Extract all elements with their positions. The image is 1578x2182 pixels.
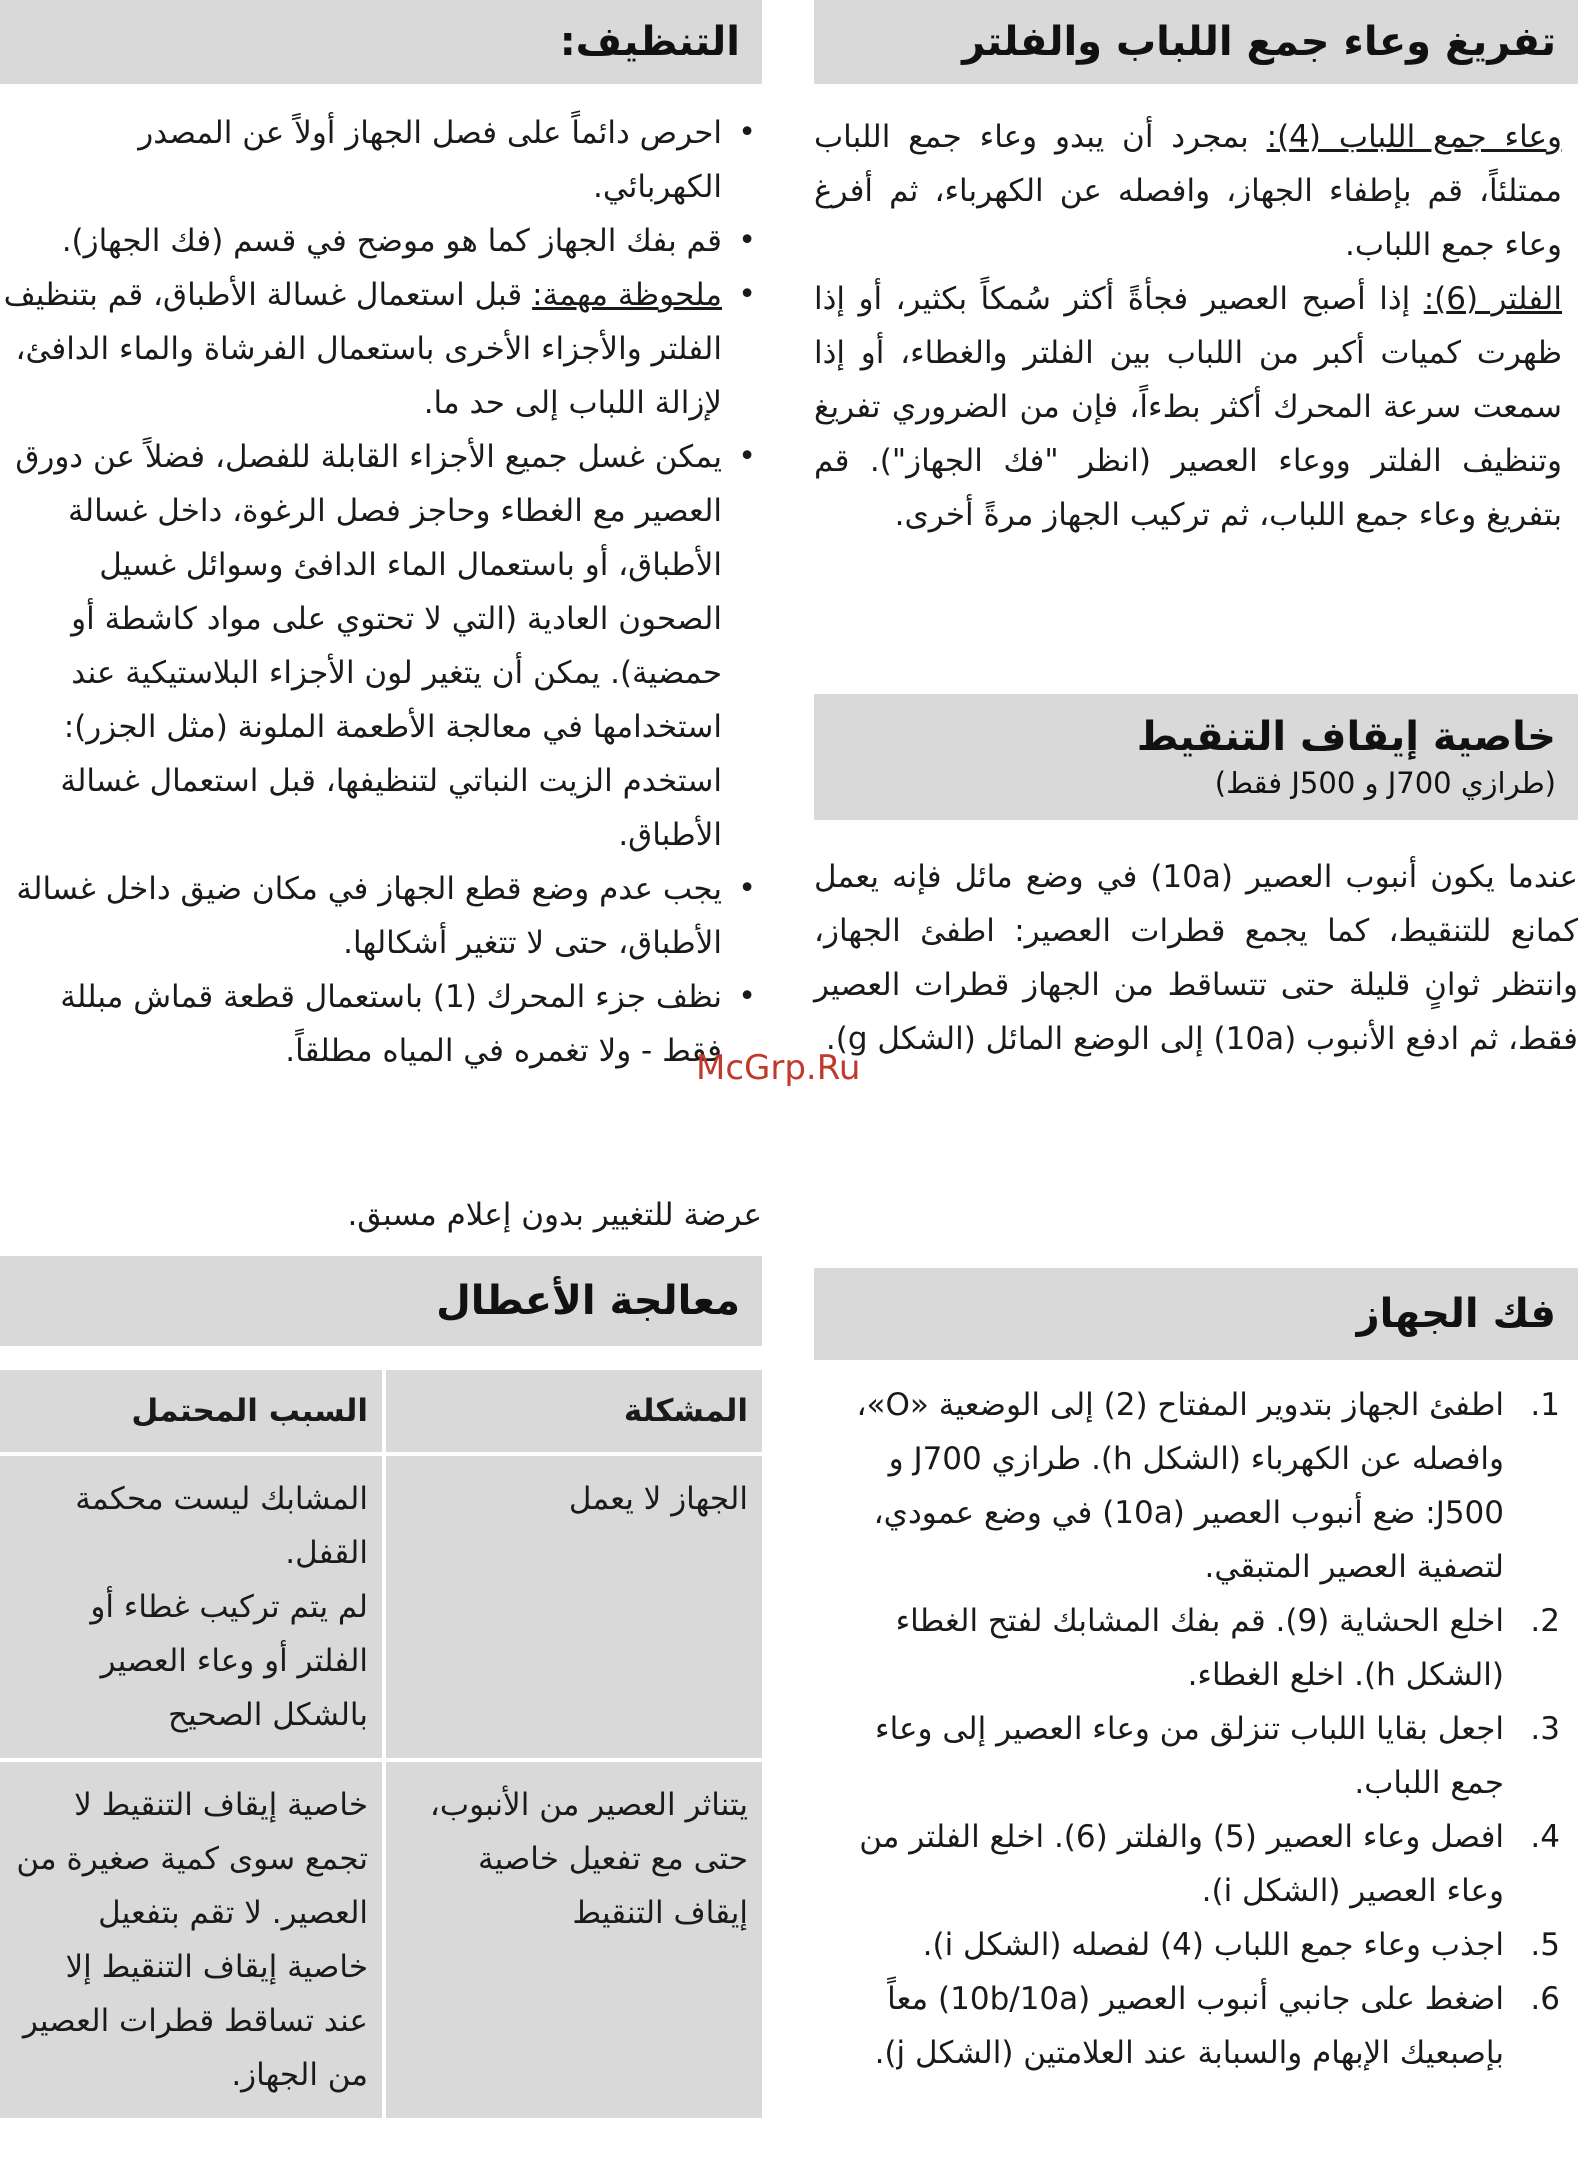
cause-cell: خاصية إيقاف التنقيط لا تجمع سوى كمية صغيرة من العصير. لا تقم بتفعيل خاصية إيقاف التنقيط إلا عند تساقط قطرات العصير من الجهاز. [16,1787,368,2093]
cleaning-item: • قم بفك الجهاز كما هو موضح في قسم (فك الجهاز). [0,214,762,268]
cleaning-list [0,106,762,1078]
important-note-label: ملحوظة مهمة: [532,277,722,313]
step-text: اجعل بقايا اللباب تنزلق من وعاء العصير إلى وعاء جمع اللباب. [875,1711,1504,1801]
cleaning-item [0,268,762,430]
step-item [814,1702,1578,1810]
important-note-text: قبل استعمال غسالة الأطباق، قم بتنظيف الفلتر والأجزاء الأخرى باستعمال الفرشاة والماء الدافئ، لإزالة اللباب إلى حد ما. [3,277,722,421]
empty-section-title: تفريغ وعاء جمع اللباب والفلتر [962,19,1556,65]
cleaning-item: • احرص دائماً على فصل الجهاز أولاً عن المصدر الكهربائي. [0,106,762,214]
cause-text: لم يتم تركيب غطاء أو الفلتر أو وعاء العصير بالشكل الصحيح [90,1589,368,1733]
empty-section-body [814,110,1562,542]
step-item [814,1378,1578,1594]
problem-cell: يتناثر العصير من الأنبوب، حتى مع تفعيل خاصية إيقاف التنقيط [382,1762,762,2118]
troubleshooting-table [0,1370,762,2118]
cleaning-item: • يجب عدم وضع قطع الجهاز في مكان ضيق داخل غسالة الأطباق، حتى لا تتغير أشكالها. [0,862,762,970]
change-notice: عرضة للتغيير بدون إعلام مسبق. [347,1197,762,1233]
troubleshooting-section-title: معالجة الأعطال [436,1278,740,1324]
step-item [814,1972,1578,2080]
table-row [0,1762,762,2118]
disassemble-steps [814,1378,1578,2080]
step-number: 1. [1530,1387,1560,1423]
step-number: 2. [1530,1603,1560,1639]
step-number: 4. [1530,1819,1560,1855]
step-item [814,1810,1578,1918]
drip-section-subtitle: (طرازي J700 و J500 فقط) [1214,766,1556,800]
drip-section-header [814,694,1578,820]
filter-text: إذا أصبح العصير فجأةً أكثر سُمكاً بكثير، أو إذا ظهرت كميات أكبر من اللباب بين الفلتر والغطاء، أو إذا سمعت سرعة المحرك أكثر بطءاً، فإن من الضروري تفريغ وتنظيف الفلتر ووعاء العصير (انظر "فك الجهاز"). قم بتفريغ وعاء جمع اللباب، ثم تركيب الجهاز مرةً أخرى. [814,281,1562,533]
step-text: اضغط على جانبي أنبوب العصير (10b/10a) معاً بإصبعيك الإبهام والسبابة عند العلامتين (الشكل j). [874,1981,1504,2071]
drip-section-title: خاصية إيقاف التنقيط [1136,714,1556,760]
disassemble-section-header [814,1268,1578,1360]
step-text: اطفئ الجهاز بتدوير المفتاح (2) إلى الوضعية «O»، وافصله عن الكهرباء (الشكل h). طرازي J700 و J500: ضع أنبوب العصير (10a) في وضع عمودي، لتصفية العصير المتبقي. [856,1387,1504,1585]
pulp-container-label: وعاء جمع اللباب (4): [1266,119,1562,155]
problem-cell: الجهاز لا يعمل [382,1456,762,1758]
step-text: اجذب وعاء جمع اللباب (4) لفصله (الشكل i). [922,1927,1504,1963]
cleaning-item: • يمكن غسل جميع الأجزاء القابلة للفصل، فضلاً عن دورق العصير مع الغطاء وحاجز فصل الرغوة، داخل غسالة الأطباق، أو باستعمال الماء الدافئ وسوائل غسيل الصحون العادية (التي لا تحتوي على مواد كاشطة أو حمضية). يمكن أن يتغير لون الأجزاء البلاستيكية عند استخدامها في معالجة الأطعمة الملونة (مثل الجزر): استخدم الزيت النباتي لتنظيفها، قبل استعمال غسالة الأطباق. [0,430,762,862]
pulp-container-paragraph [814,110,1562,272]
pulp-container-text: بمجرد أن يبدو وعاء جمع اللباب ممتلئاً، قم بإطفاء الجهاز، وافصله عن الكهرباء، ثم أفرغ وعاء جمع اللباب. [814,119,1562,263]
column-header-problem: المشكلة [382,1370,762,1452]
drip-paragraph: عندما يكون أنبوب العصير (10a) في وضع مائل فإنه يعمل كمانع للتنقيط، كما يجمع قطرات العصير: اطفئ الجهاز، وانتظر ثوانٍ قليلة حتى تتساقط من الجهاز قطرات العصير فقط، ثم ادفع الأنبوب (10a) إلى الوضع المائل (الشكل g). [814,859,1578,1057]
cause-text: المشابك ليست محكمة القفل. [75,1481,368,1571]
column-header-cause: السبب المحتمل [131,1393,368,1429]
step-number: 3. [1530,1711,1560,1747]
watermark: McGrp.Ru [696,1048,861,1088]
drip-section-body [814,850,1578,1066]
table-header-row [0,1370,762,1456]
step-number: 6. [1530,1981,1560,2017]
filter-label: الفلتر (6): [1423,281,1562,317]
cleaning-section-header [0,0,762,84]
step-item [814,1594,1578,1702]
step-number: 5. [1530,1927,1560,1963]
cleaning-section-title: التنظيف: [559,19,740,65]
disassemble-section-title: فك الجهاز [1356,1291,1556,1337]
cleaning-item: • نظف جزء المحرك (1) باستعمال قطعة قماش مبللة فقط - ولا تغمره في المياه مطلقاً. [0,970,762,1078]
step-text: اخلع الحشاية (9). قم بفك المشابك لفتح الغطاء (الشكل h). اخلع الغطاء. [895,1603,1504,1693]
step-item [814,1918,1578,1972]
empty-section-header [814,0,1578,84]
table-row [0,1456,762,1762]
troubleshooting-section-header [0,1256,762,1346]
filter-paragraph [814,272,1562,542]
cause-cell [0,1456,382,1758]
step-text: افصل وعاء العصير (5) والفلتر (6). اخلع الفلتر من وعاء العصير (الشكل i). [859,1819,1504,1909]
